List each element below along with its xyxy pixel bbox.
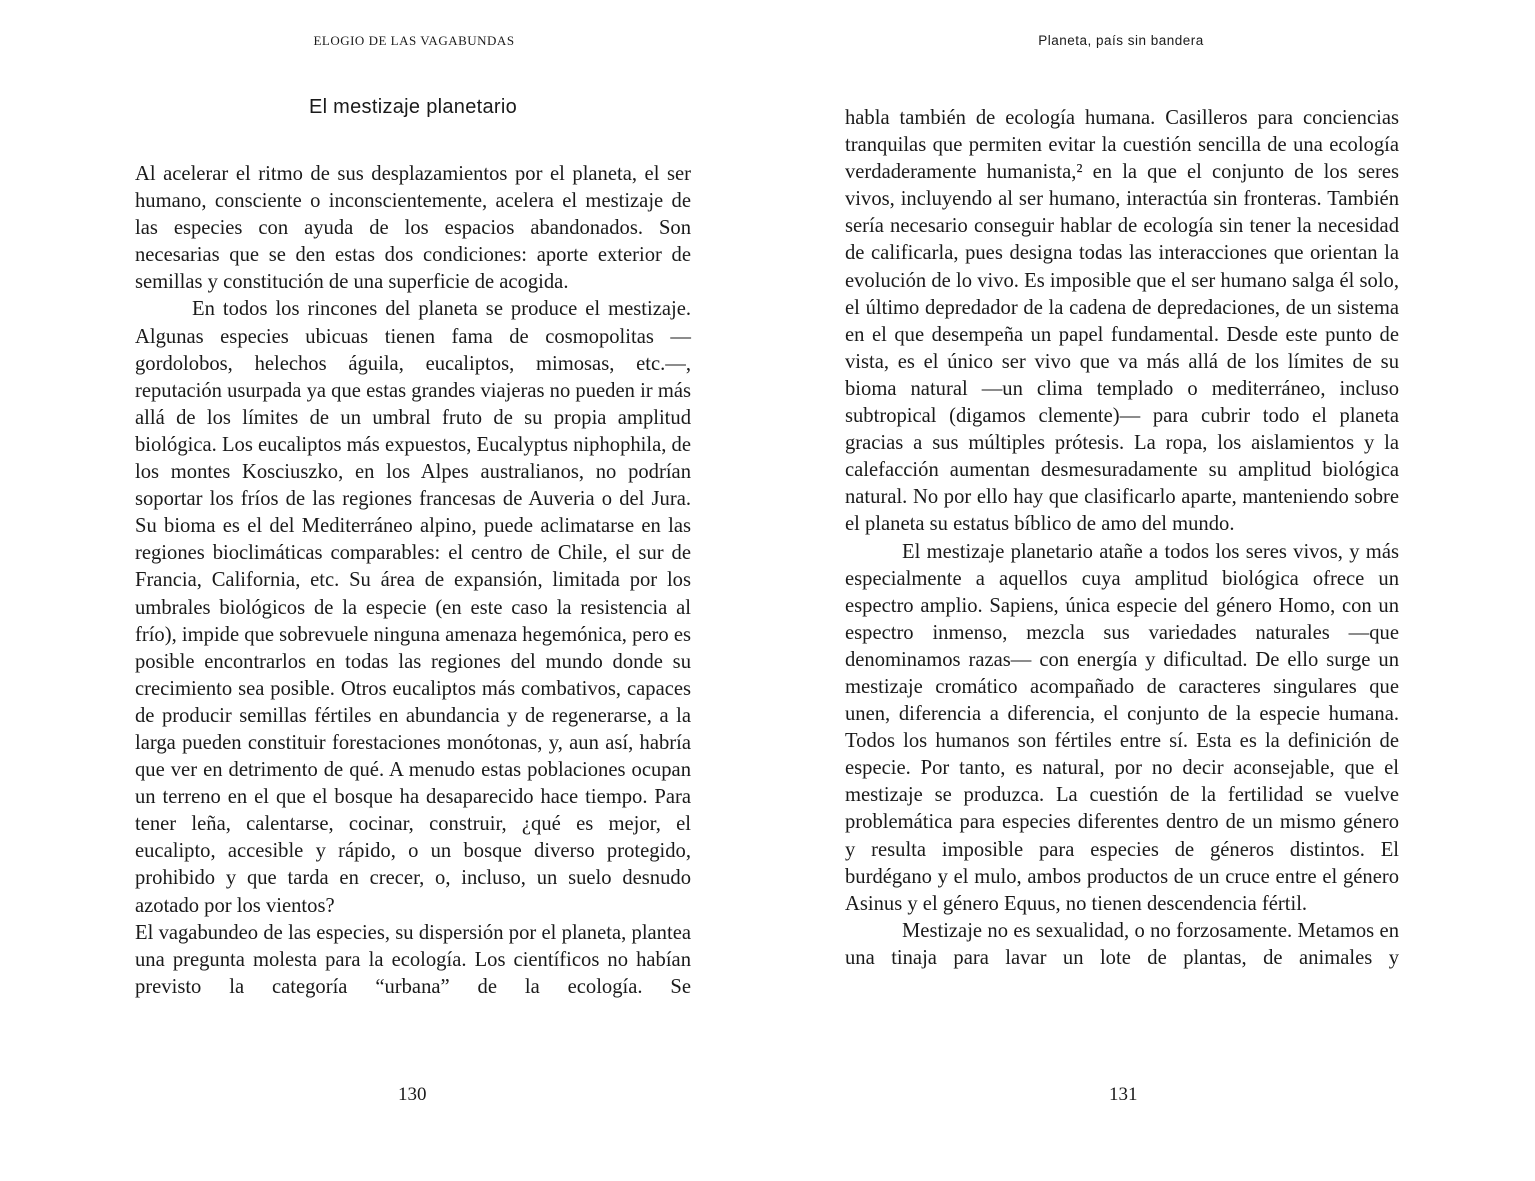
running-head: ELOGIO DE LAS VAGABUNDAS	[313, 33, 515, 48]
paragraph: El mestizaje planetario atañe a todos los seres vivos, y más especialmente a aquellos cuya amplitud biológica ofrece un espectro amplio. Sapiens, única especie del género Homo, con un espectro inmenso, mezcla sus variedades naturales —que denominamos razas— con energía y dificultad. De ello surge un mestizaje cromático acompañado de caracteres singulares que unen, diferencia a diferencia, el conjunto de la especie humana. Todos los humanos son fértiles entre sí. Esta es la definición de especie. Por tanto, es natural, por no decir aconsejable, que el mestizaje se produzca. La cuestión de la fertilidad se vuelve problemática para especies diferentes dentro de un mismo género y resulta imposible para especies de géneros distintos. El burdégano y el mulo, ambos productos de un cruce entre el género Asinus y el género Equus, no tienen descendencia fértil.	[845, 540, 1399, 915]
paragraph: habla también de ecología humana. Casilleros para conciencias tranquilas que permiten evitar la cuestión sencilla de una ecología verdaderamente humanista,² en la que el conjunto de los seres vivos, incluyendo al ser humano, interactúa sin fronteras. También sería necesario conseguir hablar de ecología sin tener la necesidad de calificarla, pues designa todas las interacciones que orientan la evolución de lo vivo. Es imposible que el ser humano salga él solo, el último depredador de la cadena de depredaciones, de un sistema en el que desempeña un papel fundamental. Desde este punto de vista, es el único ser vivo que va más allá de los límites de su bioma natural —un clima templado o mediterráneo, incluso subtropical (digamos clemente)— para cubrir todo el planeta gracias a sus múltiples prótesis. La ropa, los aislamientos y la calefacción aumentan desmesuradamente su amplitud biológica natural. No por ello hay que clasificarlo aparte, manteniendo sobre el planeta su estatus bíblico de amo del mundo.	[845, 107, 1399, 536]
body-text	[135, 161, 691, 1001]
paragraph: El vagabundeo de las especies, su dispersión por el planeta, plantea una pregunta molesta para la ecología. Los científicos no habían previsto la categoría “urbana” de la ecología. Se	[135, 921, 691, 998]
page-number: 131	[1109, 1084, 1138, 1105]
page-number: 130	[398, 1084, 427, 1105]
running-head: Planeta, país sin bandera	[1038, 33, 1204, 48]
chapter-title: El mestizaje planetario	[308, 96, 518, 118]
paragraph: Mestizaje no es sexualidad, o no forzosamente. Metamos en una tinaja para lavar un lote de plantas, de animales y	[845, 919, 1399, 969]
right-page	[767, 0, 1535, 1181]
paragraph: En todos los rincones del planeta se produce el mestizaje. Algunas especies ubicuas tienen fama de cosmopolitas —gordolobos, helechos águila, eucaliptos, mimosas, etc.—, reputación usurpada ya que estas grandes viajeras no pueden ir más allá de los límites de un umbral fruto de su propia amplitud biológica. Los eucaliptos más expuestos, Eucalyptus niphophila, de los montes Kosciuszko, en los Alpes australianos, no podrían soportar los fríos de las regiones francesas de Auveria o del Jura. Su bioma es el del Mediterráneo alpino, puede aclimatarse en las regiones bioclimáticas comparables: el centro de Chile, el sur de Francia, California, etc. Su área de expansión, limitada por los umbrales biológicos de la especie (en este caso la resistencia al frío), impide que sobrevuele ninguna amenaza hegemónica, pero es posible encontrarlos en todas las regiones del mundo donde su crecimiento sea posible. Otros eucaliptos más combativos, capaces de producir semillas fértiles en abundancia y de regenerarse, a la larga pueden constituir forestaciones monótonas, y, aun así, habría que ver en detrimento de qué. A menudo estas poblaciones ocupan un terreno en el que el bosque ha desaparecido hace tiempo. Para tener leña, calentarse, cocinar, construir, ¿qué es mejor, el eucalipto, accesible y rápido, o un bosque diverso protegido, prohibido y que tarda en crecer, o, incluso, un suelo desnudo azotado por los vientos?	[135, 298, 691, 917]
paragraph: Al acelerar el ritmo de sus desplazamientos por el planeta, el ser humano, consciente o inconscientemente, acelera el mestizaje de las especies con ayuda de los espacios abandonados. Son necesarias que se den estas dos condiciones: aporte exterior de semillas y constitución de una superficie de acogida.	[135, 163, 691, 294]
body-text	[845, 105, 1399, 972]
left-page	[0, 0, 767, 1181]
